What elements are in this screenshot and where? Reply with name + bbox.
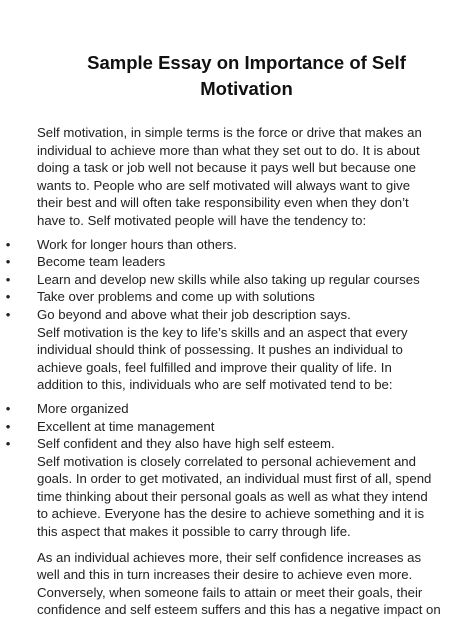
list-item-text: Learn and develop new skills while also taking up regular courses: [37, 271, 420, 287]
list-item-text: Self confident and they also have high self esteem.: [37, 436, 335, 452]
text-line: well and this in turn increases their desire to achieve even more.: [37, 567, 413, 583]
text-line: goals. In order to get motivated, an individual must first of all, spend: [37, 471, 432, 487]
list-item-text: Become team leaders: [37, 254, 166, 270]
tendency-list: [5, 236, 456, 324]
bullet-icon: •: [5, 400, 11, 416]
body-paragraph-2: [37, 324, 456, 394]
text-line: individual should think of possessing. It pushes an individual to: [37, 342, 403, 358]
title-line-1: Sample Essay on Importance of Self: [87, 52, 406, 73]
list-item: [5, 253, 456, 271]
text-line: Conversely, when someone fails to attain or meet their goals, their: [37, 584, 423, 600]
intro-paragraph: [37, 124, 456, 230]
traits-list: [5, 400, 456, 453]
list-item: [5, 435, 456, 453]
text-line: their best and will often take responsibility even when they don’t: [37, 195, 409, 211]
text-line: doing a task or job well not because it pays well but because one: [37, 160, 417, 176]
text-line: this aspect that makes it possible to carry through life.: [37, 524, 351, 540]
list-item: [5, 288, 456, 306]
list-item: [5, 306, 456, 324]
text-line: time thinking about their personal goals as well as what they intend: [37, 488, 428, 504]
list-item: [5, 400, 456, 418]
text-line: wants to. People who are self motivated will always want to give: [37, 177, 411, 193]
list-item-text: Go beyond and above what their job description says.: [37, 306, 351, 322]
text-line: Self motivation, in simple terms is the force or drive that makes an: [37, 125, 422, 140]
list-item: [5, 236, 456, 254]
text-line: Self motivation is closely correlated to personal achievement and: [37, 453, 416, 469]
text-line: to achieve. Everyone has the desire to achieve something and it is: [37, 506, 425, 522]
list-item-text: Take over problems and come up with solutions: [37, 289, 315, 305]
bullet-icon: •: [5, 236, 11, 252]
bullet-icon: •: [5, 436, 11, 452]
title-line-2: Motivation: [200, 78, 293, 99]
list-item-text: Excellent at time management: [37, 418, 215, 434]
page-title: [37, 50, 456, 102]
bullet-icon: •: [5, 418, 11, 434]
list-item-text: More organized: [37, 400, 129, 416]
text-line: As an individual achieves more, their self confidence increases as: [37, 549, 422, 565]
bullet-icon: •: [5, 271, 11, 287]
body-paragraph-3: [37, 453, 456, 541]
bullet-icon: •: [5, 306, 11, 322]
text-line: Self motivation is the key to life’s skills and an aspect that every: [37, 324, 408, 340]
list-item: [5, 418, 456, 436]
list-item: [5, 271, 456, 289]
text-line: have to. Self motivated people will have the tendency to:: [37, 212, 367, 228]
text-line: achieve goals, feel fulfilled and improve their quality of life. In: [37, 359, 392, 375]
body-paragraph-4: [37, 549, 456, 619]
text-line: individual to achieve more than what they set out to do. It is about: [37, 142, 420, 158]
bullet-icon: •: [5, 289, 11, 305]
text-line: addition to this, individuals who are self motivated tend to be:: [37, 377, 393, 393]
text-line: confidence and self esteem suffers and this has a negative impact on: [37, 602, 441, 618]
bullet-icon: •: [5, 254, 11, 270]
list-item-text: Work for longer hours than others.: [37, 236, 237, 252]
